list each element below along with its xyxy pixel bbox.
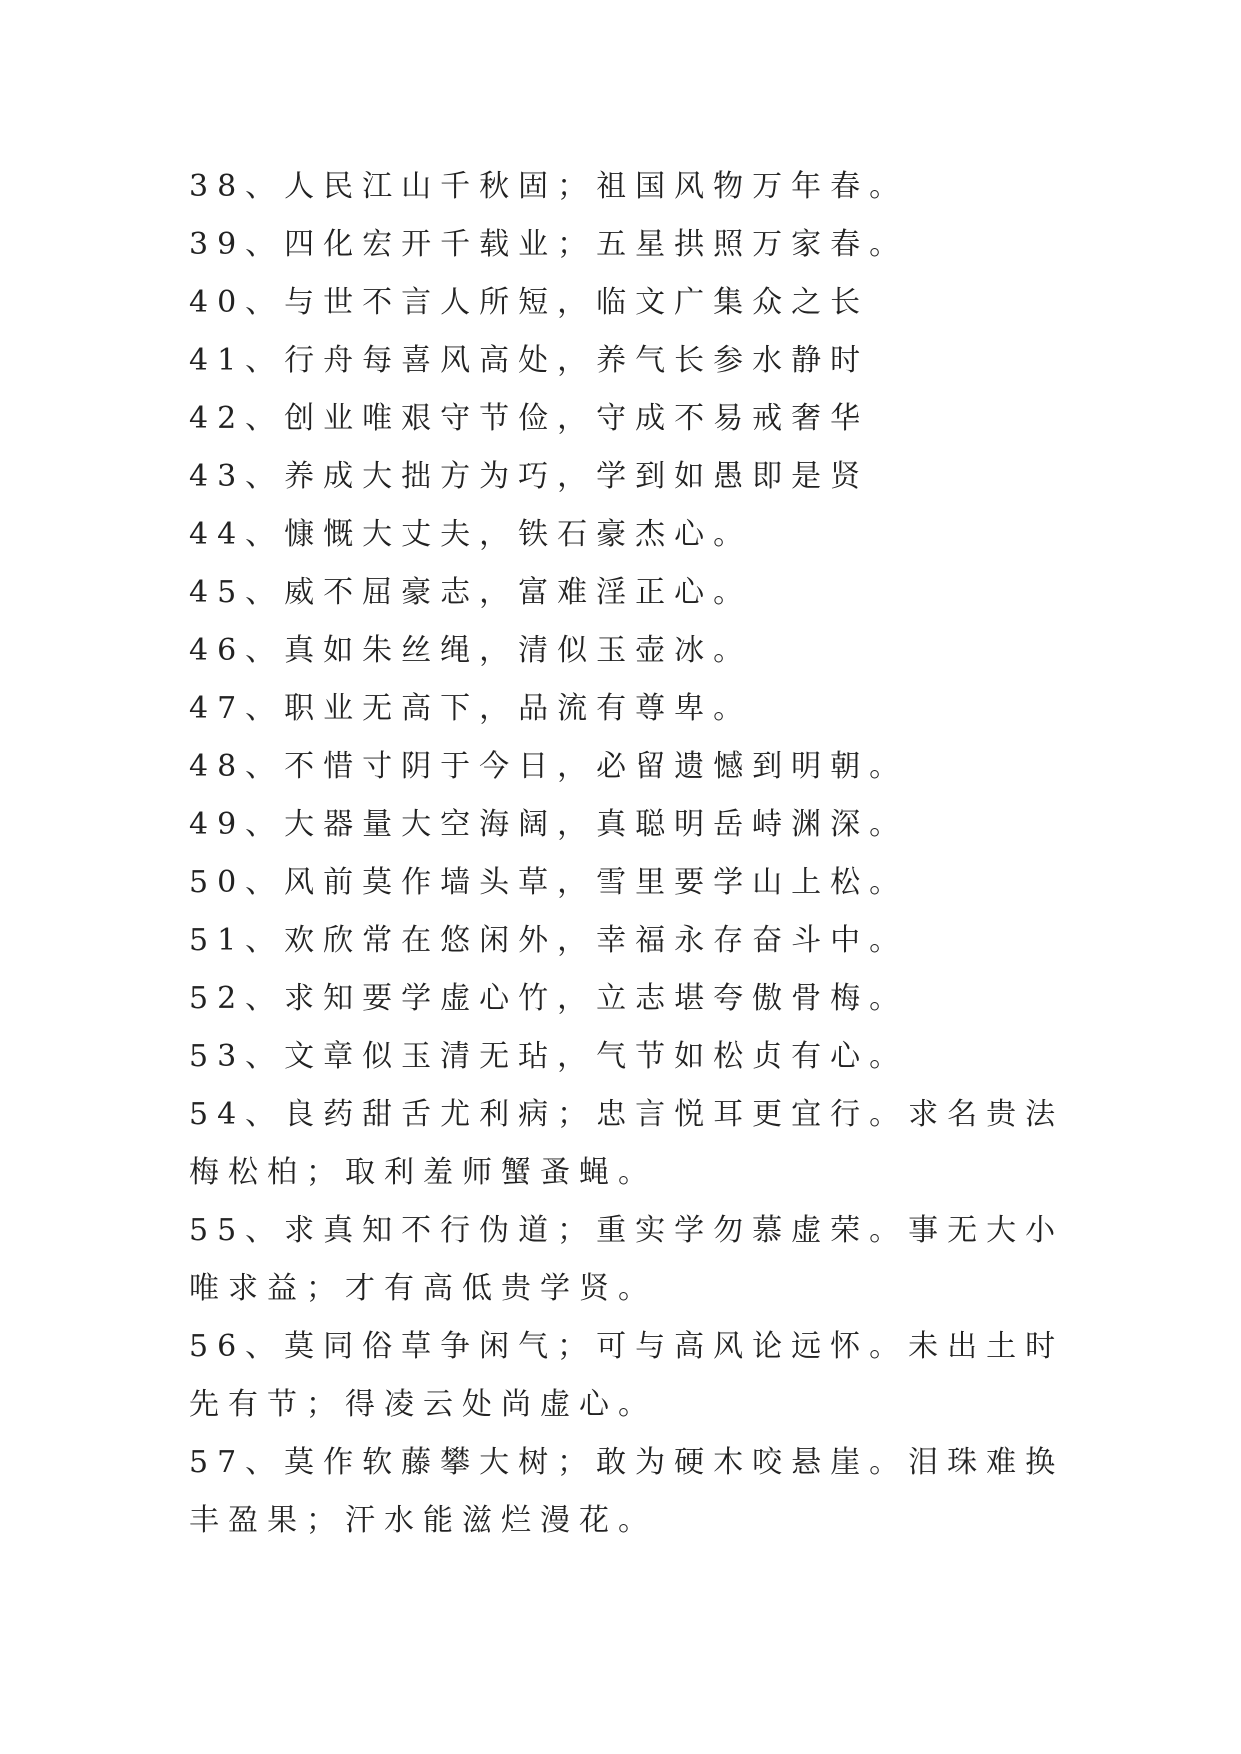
couplet-item: 38、人民江山千秋固；祖国风物万年春。 (189, 169, 909, 204)
couplet-item: 42、创业唯艰守节俭，守成不易戒奢华 (189, 401, 870, 436)
couplet-item: 40、与世不言人所短，临文广集众之长 (189, 285, 870, 320)
couplet-item: 55、求真知不行伪道；重实学勿慕虚荣。事无大小唯求益；才有高低贵学贤。 (189, 1213, 1065, 1306)
couplet-item: 57、莫作软藤攀大树；敢为硬木咬悬崖。泪珠难换丰盈果；汗水能滋烂漫花。 (189, 1445, 1065, 1538)
couplet-item: 51、欢欣常在悠闲外，幸福永存奋斗中。 (189, 923, 909, 958)
couplet-item: 46、真如朱丝绳，清似玉壶冰。 (189, 633, 753, 668)
couplet-item: 52、求知要学虚心竹，立志堪夸傲骨梅。 (189, 981, 909, 1016)
couplet-item: 41、行舟每喜风高处，养气长参水静时 (189, 343, 870, 378)
couplet-item: 47、职业无高下，品流有尊卑。 (189, 691, 753, 726)
couplet-item: 50、风前莫作墙头草，雪里要学山上松。 (189, 865, 909, 900)
couplet-list (189, 158, 1079, 1550)
couplet-item: 54、良药甜舌尤利病；忠言悦耳更宜行。求名贵法梅松柏；取利羞师蟹蚤蝇。 (189, 1097, 1065, 1190)
couplet-item: 44、慷慨大丈夫，铁石豪杰心。 (189, 517, 753, 552)
couplet-item: 56、莫同俗草争闲气；可与高风论远怀。未出土时先有节；得凌云处尚虚心。 (189, 1329, 1065, 1422)
couplet-item: 43、养成大拙方为巧，学到如愚即是贤 (189, 459, 870, 494)
couplet-item: 53、文章似玉清无玷，气节如松贞有心。 (189, 1039, 909, 1074)
couplet-item: 39、四化宏开千载业；五星拱照万家春。 (189, 227, 909, 262)
couplet-item: 45、威不屈豪志，富难淫正心。 (189, 575, 753, 610)
couplet-item: 48、不惜寸阴于今日，必留遗憾到明朝。 (189, 749, 909, 784)
couplet-item: 49、大器量大空海阔，真聪明岳峙渊深。 (189, 807, 909, 842)
